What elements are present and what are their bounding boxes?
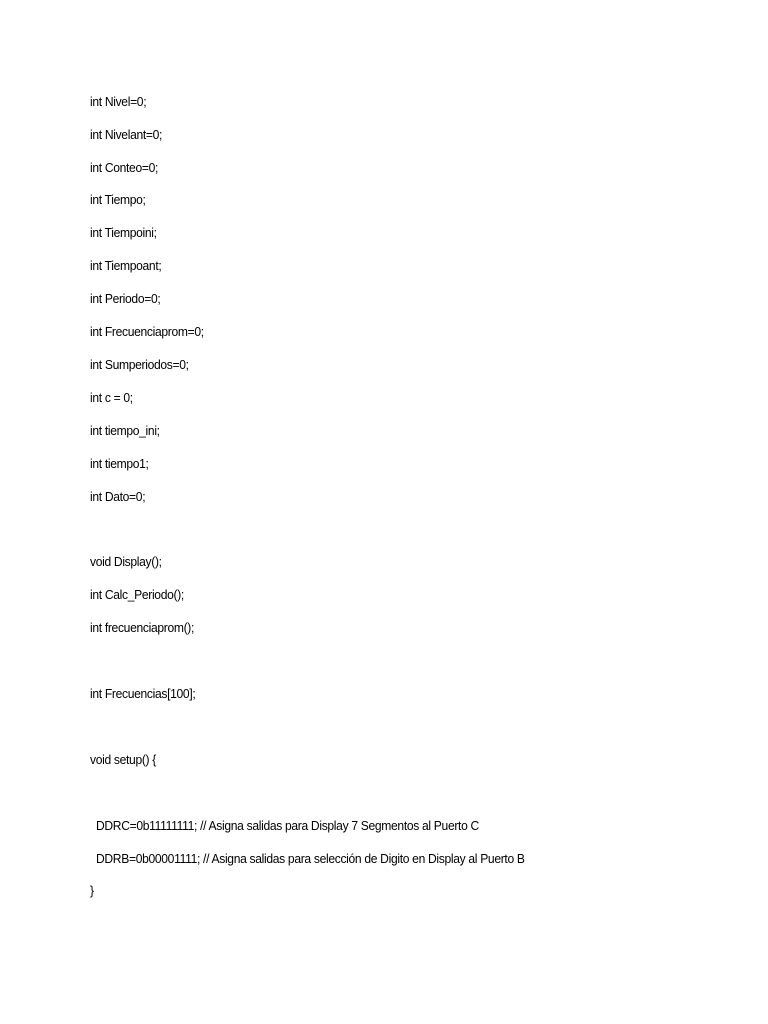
code-line-tiempo-ini: int tiempo_ini; (90, 423, 160, 438)
code-line-nivel: int Nivel=0; (90, 94, 147, 109)
code-line-setup-close: } (90, 883, 94, 898)
code-line-dato: int Dato=0; (90, 489, 146, 504)
code-line-setup-open: void setup() { (90, 752, 157, 767)
code-line-conteo: int Conteo=0; (90, 160, 159, 175)
code-line-tiempo: int Tiempo; (90, 192, 146, 207)
code-line-tiempoini: int Tiempoini; (90, 225, 157, 240)
code-line-c: int c = 0; (90, 390, 133, 405)
code-line-frecuenciaprom-prototype: int frecuenciaprom(); (90, 620, 195, 635)
code-line-frecuenciaprom: int Frecuenciaprom=0; (90, 324, 204, 339)
code-line-tiempoant: int Tiempoant; (90, 258, 162, 273)
code-line-ddrb: DDRB=0b00001111; // Asigna salidas para selección de Digito en Display al Puerto B (96, 851, 525, 866)
code-line-calc-periodo-prototype: int Calc_Periodo(); (90, 587, 184, 602)
code-line-sumperiodos: int Sumperiodos=0; (90, 357, 189, 372)
code-line-periodo: int Periodo=0; (90, 291, 161, 306)
code-line-tiempo1: int tiempo1; (90, 456, 149, 471)
code-line-ddrc: DDRC=0b11111111; // Asigna salidas para Display 7 Segmentos al Puerto C (96, 818, 479, 833)
code-line-nivelant: int Nivelant=0; (90, 127, 163, 142)
code-line-frecuencias-array: int Frecuencias[100]; (90, 686, 196, 701)
code-line-display-prototype: void Display(); (90, 554, 162, 569)
